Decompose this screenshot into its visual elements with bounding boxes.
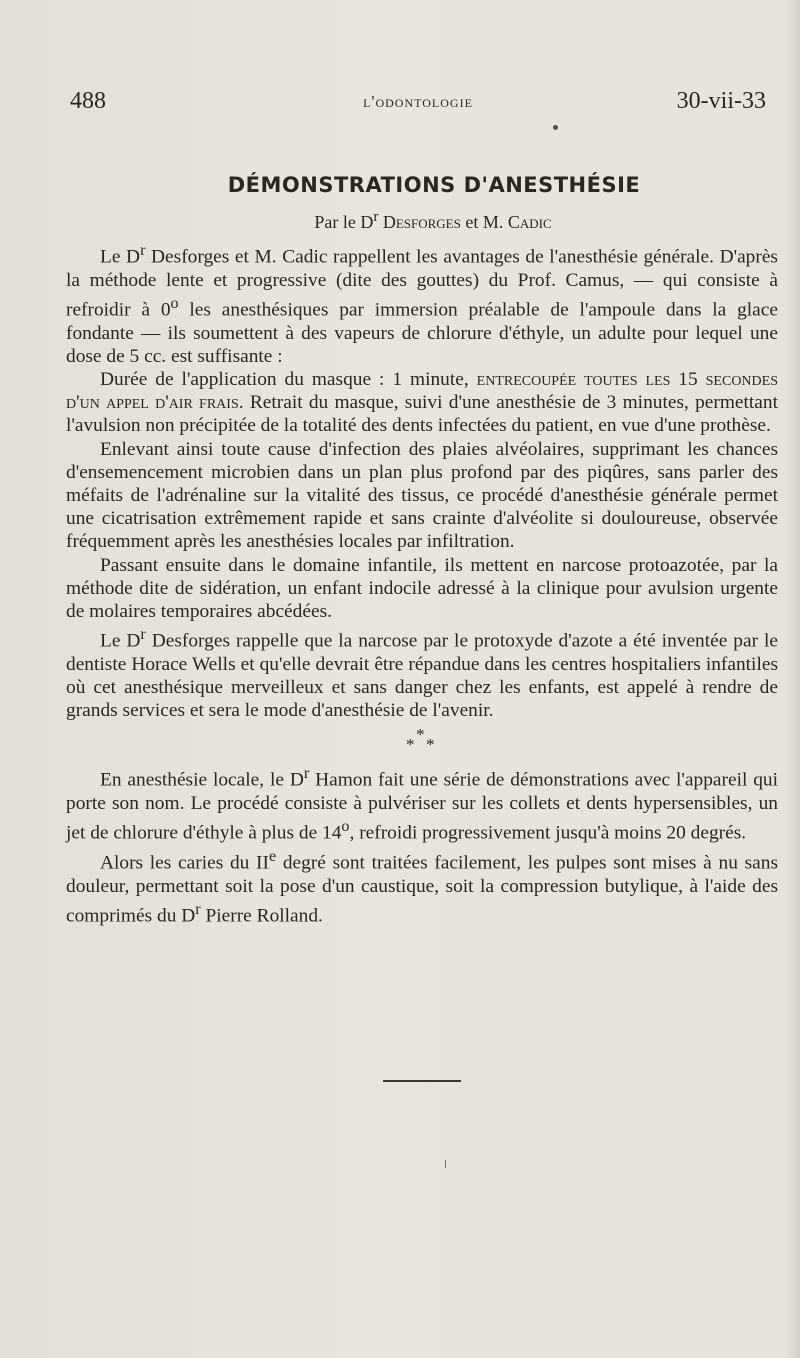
paragraph-5-text: Desforges rappelle que la narcose par le protoxyde d'azote a été inventée par le dentiste Horace Wells et qu'elle devrait être répandue dans les centres hospitaliers infantiles où cet anesthésique merveilleux et sans danger chez les enfants, est appelé à rendre de grands services et sera le mode d'anesthésie de l'avenir.	[66, 630, 778, 722]
print-mark	[445, 1160, 446, 1168]
paragraph-7-text: degré sont traitées facilement, les pulpes sont mises à nu sans douleur, permettant soit la pose d'un caustique, soit la compression butylique, à l'aide des comprimés du D	[66, 852, 778, 927]
journal-title: l'odontologie	[363, 92, 473, 111]
issue-date: 30-vii-33	[676, 88, 766, 114]
page-shadow-edge	[786, 0, 800, 1358]
byline-connector: et M.	[465, 212, 504, 232]
byline-sup: r	[373, 209, 379, 225]
paragraph-7-sup: e	[268, 848, 277, 866]
paragraph-6	[66, 762, 778, 845]
page-number: 488	[70, 88, 106, 114]
paragraph-7-lead: Alors les caries du II	[100, 852, 269, 874]
paragraph-1-lead: Le D	[100, 246, 141, 268]
byline	[66, 202, 778, 237]
paragraph-3: Enlevant ainsi toute cause d'infection des plaies alvéolaires, supprimant les chances d'ensemencement microbien dans un plan plus profond par des piqûres, sans parler des méfaits de l'adrénaline sur la vitalité des tissus, ce procédé d'anesthésie générale permet une cicatrisation extrêmement rapide et sans crainte d'alvéolite si douloureuse, observée fréquemment après les anesthésies locales par infiltration.	[66, 438, 778, 553]
paragraph-6-text: Hamon fait une série de démonstrations avec l'appareil qui porte son nom. Le procédé consiste à pulvériser sur les collets et dents hypersensibles, un jet de chlorure d'éthyle à plus de 14	[66, 769, 778, 844]
paragraph-6-degree: o	[341, 818, 350, 836]
paragraph-2-text-b: Retrait du masque, suivi d'une anesthésie de 3 minutes, permettant l'avulsion non précipitée de la totalité des dents infectées du patient, en vue d'une prothèse.	[66, 392, 778, 437]
print-speck	[553, 125, 558, 130]
asterism-star-left: *	[406, 735, 415, 755]
article	[66, 168, 778, 928]
paragraph-1-degree: o	[170, 294, 179, 312]
paragraph-6-text-2: , refroidi progressivement jusqu'à moins 20 degrés.	[349, 822, 747, 844]
paragraph-4: Passant ensuite dans le domaine infantile, ils mettent en narcose protoazotée, par la méthode dite de sidération, un enfant indocile adressé à la clinique pour avulsion urgente de molaires temporaires abcédées.	[66, 554, 778, 622]
author-cadic: Cadic	[507, 212, 552, 232]
end-rule	[383, 1080, 461, 1082]
running-head	[70, 88, 766, 122]
paragraph-1	[66, 239, 778, 368]
article-title: DÉMONSTRATIONS D'ANESTHÉSIE	[227, 173, 641, 197]
paragraph-2-smallcaps: entrecoupée toutes les 15 secondes d'un appel d'air frais.	[66, 368, 778, 414]
paragraph-6-sup: r	[303, 765, 310, 783]
asterism-star-right: *	[426, 735, 435, 755]
paragraph-5-sup: r	[140, 626, 146, 644]
byline-prefix: Par le D	[314, 212, 374, 232]
paragraph-7-sup-2: r	[195, 900, 201, 918]
asterism-divider	[66, 722, 778, 762]
paragraph-6-lead: En anesthésie locale, le D	[100, 769, 304, 791]
paragraph-5-lead: Le D	[100, 630, 141, 652]
paragraph-1-sup: r	[140, 242, 146, 259]
paragraph-7-text-2: Pierre Rolland.	[200, 905, 323, 927]
paragraph-2-text-a: Durée de l'application du masque : 1 minute,	[100, 368, 477, 390]
paragraph-1-text: Desforges et M. Cadic rappellent les avantages de l'anesthésie générale. D'après la méthode lente et progressive (dite des gouttes) du Prof. Camus, — qui consiste à refroidir à 0	[66, 246, 778, 321]
paragraph-1-text-2: les anesthésiques par immersion préalable de l'ampoule dans la glace fondante — ils soumettent à des vapeurs de chlorure d'éthyle, un adulte pour lequel une dose de 5 cc. est suffisante :	[66, 299, 778, 367]
paragraph-7	[66, 845, 778, 928]
paragraph-5	[66, 623, 778, 722]
paragraph-2	[66, 368, 778, 438]
author-desforges: Desforges	[382, 212, 461, 232]
asterism-star-top: *	[416, 725, 425, 745]
